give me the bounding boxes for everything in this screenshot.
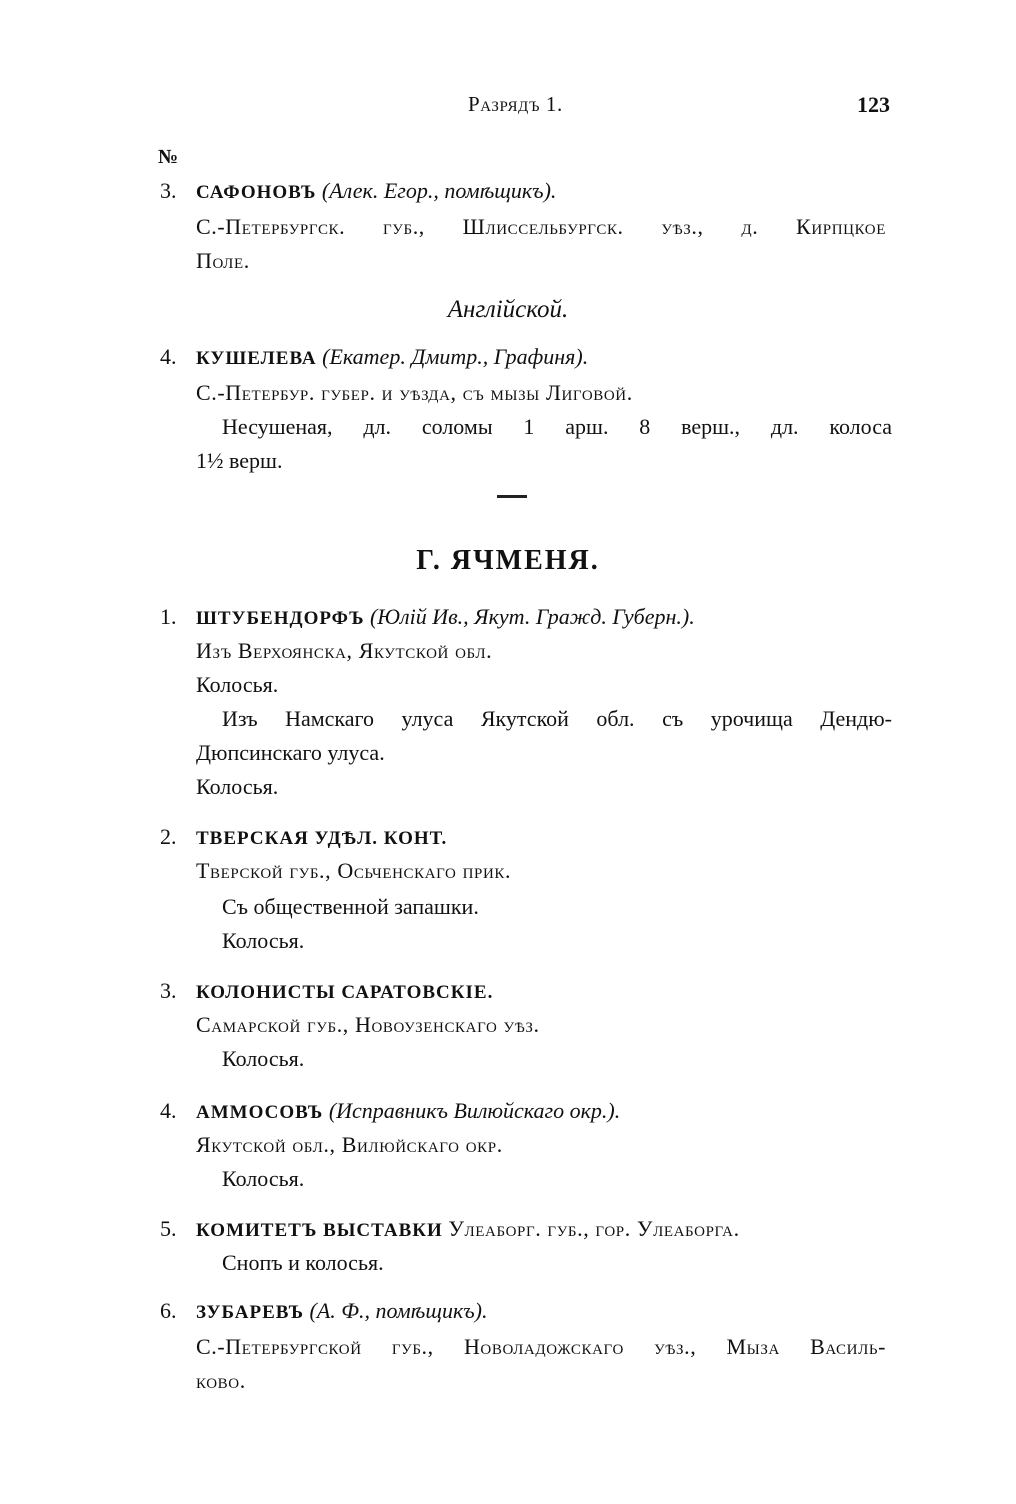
entry-description: (Исправникъ Вилюйскаго окр.). (328, 1098, 621, 1123)
entry-name: АММОСОВЪ (196, 1102, 324, 1123)
entry-heading (196, 1096, 620, 1128)
section-divider (497, 495, 527, 498)
entry-name: САФОНОВЪ (196, 182, 317, 203)
entry-number: 5. (160, 1216, 177, 1241)
entry-number: 4. (160, 344, 177, 369)
entry-line: Колосья. (222, 1046, 305, 1071)
entry-line: С.-Петербургск. губ., Шлиссельбургск. уѣз., д. Кирпцкое (196, 214, 886, 239)
entry-description: (Алек. Егор., помѣщикъ). (321, 178, 557, 203)
entry-heading (196, 1296, 488, 1328)
entry-line: Изъ Верхоянска, Якутской обл. (196, 638, 493, 663)
entry-heading (196, 1214, 740, 1246)
entry-description: (Екатер. Дмитр., Графиня). (322, 344, 589, 369)
page-number: 123 (857, 92, 890, 117)
entry-line: Колосья. (196, 774, 279, 799)
entry-line: Изъ Намскаго улуса Якутской обл. съ урочища Дендю- (222, 706, 892, 731)
entry-description: Улеаборг. губ., гор. Улеаборга. (448, 1216, 740, 1241)
entry-line: Якутской обл., Вилюйскаго окр. (196, 1132, 503, 1157)
entry-line: Самарской губ., Новоузенскаго уѣз. (196, 1012, 540, 1037)
entry-name: КУШЕЛЕВА (196, 348, 317, 369)
entry-line: Несушеная, дл. соломы 1 арш. 8 верш., дл. колоса (222, 414, 892, 439)
entry-line: Тверской губ., Осьченскаго прик. (196, 858, 512, 883)
subheading-english: Англійской. (447, 296, 569, 323)
entry-line: С.-Петербургской губ., Новоладожскаго уѣз., Мыза Василь- (196, 1334, 886, 1359)
entry-heading (196, 342, 588, 374)
entry-name: ТВЕРСКАЯ УДѢЛ. КОНТ. (196, 828, 448, 849)
entry-heading (196, 822, 447, 854)
entry-name: ШТУБЕНДОРФЪ (196, 608, 365, 629)
entry-description: (Юлій Ив., Якут. Гражд. Губерн.). (369, 604, 695, 629)
running-title: Разрядъ 1. (468, 92, 563, 116)
entry-description: (А. Ф., помѣщикъ). (309, 1298, 488, 1323)
entry-heading (196, 976, 493, 1008)
entry-line: С.-Петербур. губер. и уѣзда, съ мызы Лиговой. (196, 380, 633, 405)
entry-number: 2. (160, 824, 177, 849)
entry-heading (196, 602, 695, 634)
entry-number: 6. (160, 1298, 177, 1323)
entry-number: 1. (160, 604, 177, 629)
entry-line: Снопъ и колосья. (222, 1250, 384, 1275)
entry-number: 4. (160, 1098, 177, 1123)
entry-name: ЗУБАРЕВЪ (196, 1302, 305, 1323)
entry-line: Дюпсинскаго улуса. (196, 740, 385, 765)
entry-line: Колосья. (196, 672, 279, 697)
numero-sign: № (158, 146, 179, 168)
section-title: Г. ЯЧМЕНЯ. (416, 545, 600, 576)
entry-line: Съ общественной запашки. (222, 894, 479, 919)
entry-name: КОЛОНИСТЫ САРАТОВСКІЕ. (196, 982, 494, 1003)
page-header (0, 92, 1016, 122)
entry-name: КОМИТЕТЪ ВЫСТАВКИ (196, 1220, 443, 1241)
entry-line: ково. (196, 1368, 246, 1393)
entry-number: 3. (160, 978, 177, 1003)
entry-line: Поле. (196, 248, 250, 273)
entry-number: 3. (160, 178, 177, 203)
entry-line: Колосья. (222, 1166, 305, 1191)
entry-line: 1½ верш. (196, 448, 283, 473)
entry-heading (196, 176, 556, 208)
entry-line: Колосья. (222, 928, 305, 953)
